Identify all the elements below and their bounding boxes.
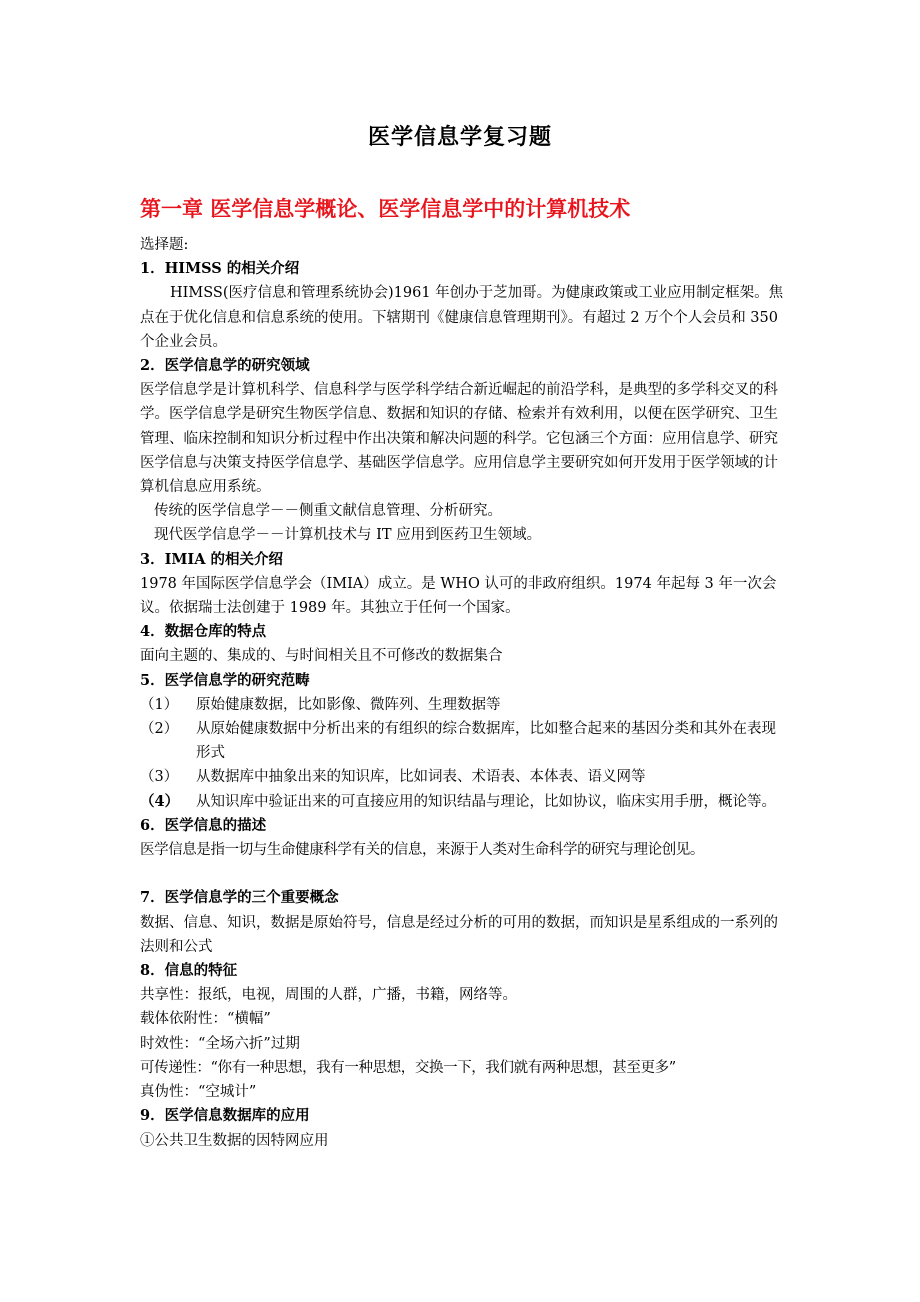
paragraph: 数据、信息、知识，数据是原始符号，信息是经过分析的可用的数据，而知识是星系组成的一系列的法则和公式	[140, 914, 778, 955]
question-heading: 2．医学信息学的研究领域	[140, 357, 310, 375]
list-item	[140, 717, 790, 765]
paragraph: 医学信息学是计算机科学、信息科学与医学科学结合新近崛起的前沿学科，是典型的多学科交叉的科学。医学信息学是研究生物医学信息、数据和知识的存储、检索并有效利用，以便在医学研究、卫生管理、临床控制和知识分析过程中作出决策和解决问题的科学。它包涵三个方面：应用信息学、研究医学信息与决策支持医学信息学、基础医学信息学。应用信息学主要研究如何开发用于医学领域的计算机信息应用系统。	[140, 382, 778, 496]
list-text: 从知识库中验证出来的可直接应用的知识结晶与理论，比如协议，临床实用手册，概论等。	[196, 793, 776, 810]
list-number: （3）	[140, 769, 179, 786]
paragraph: 面向主题的、集成的、与时间相关且不可修改的数据集合	[140, 648, 503, 665]
question-heading: 8．信息的特征	[140, 962, 238, 980]
list-number: （2）	[140, 721, 179, 738]
feature-line: 共享性：报纸，电视，周围的人群，广播，书籍，网络等。	[140, 987, 517, 1004]
question-heading: 4．数据仓库的特点	[140, 623, 267, 641]
feature-line: 真伪性：“空城计”	[140, 1084, 257, 1101]
list-text: 从原始健康数据中分析出来的有组织的综合数据库，比如整合起来的基因分类和其外在表现形式	[196, 721, 776, 762]
paragraph: 医学信息是指一切与生命健康科学有关的信息，来源于人类对生命科学的研究与理论创见。	[140, 842, 704, 859]
feature-line: 可传递性：“你有一种思想，我有一种思想，交换一下，我们就有两种思想，甚至更多”	[140, 1059, 676, 1076]
paragraph-line: 传统的医学信息学－－侧重文献信息管理、分析研究。	[154, 503, 502, 520]
feature-line: 载体依附性：“横幅”	[140, 1011, 271, 1028]
paragraph-line: 现代医学信息学－－计算机技术与 IT 应用到医药卫生领域。	[154, 527, 542, 544]
question-heading: 9．医学信息数据库的应用	[140, 1107, 310, 1125]
paragraph: ①公共卫生数据的因特网应用	[140, 1132, 329, 1149]
chapter-heading: 第一章 医学信息学概论、医学信息学中的计算机技术	[140, 196, 631, 221]
list-item	[140, 693, 790, 717]
feature-line: 时效性：“全场六折”过期	[140, 1035, 300, 1052]
list-item	[140, 765, 790, 789]
list-number: （4）	[140, 792, 180, 810]
document-title: 医学信息学复习题	[367, 124, 552, 150]
question-heading: 5．医学信息学的研究范畴	[140, 671, 310, 689]
list-text: 从数据库中抽象出来的知识库，比如词表、术语表、本体表、语义网等	[196, 769, 646, 786]
document-body	[140, 233, 790, 1153]
paragraph: HIMSS(医疗信息和管理系统协会)1961 年创办于芝加哥。为健康政策或工业应用制定框架。焦点在于优化信息和信息系统的使用。下辖期刊《健康信息管理期刊》。有超过 2 万个个人会员和 350 个企业会员。	[140, 285, 784, 350]
list-item	[140, 790, 790, 814]
question-heading: 7．医学信息学的三个重要概念	[140, 889, 339, 907]
blank-line	[140, 862, 790, 886]
question-heading: 6．医学信息的描述	[140, 816, 267, 834]
question-heading: 3．IMIA 的相关介绍	[140, 550, 284, 568]
list-number: （1）	[140, 696, 179, 713]
paragraph: 1978 年国际医学信息学会（IMIA）成立。是 WHO 认可的非政府组织。1974 年起每 3 年一次会议。依据瑞士法创建于 1989 年。其独立于任何一个国家。	[140, 575, 777, 617]
section-intro: 选择题:	[140, 237, 189, 253]
question-heading: 1．HIMSS 的相关介绍	[140, 260, 300, 278]
list-text: 原始健康数据，比如影像、微阵列、生理数据等	[196, 696, 501, 713]
